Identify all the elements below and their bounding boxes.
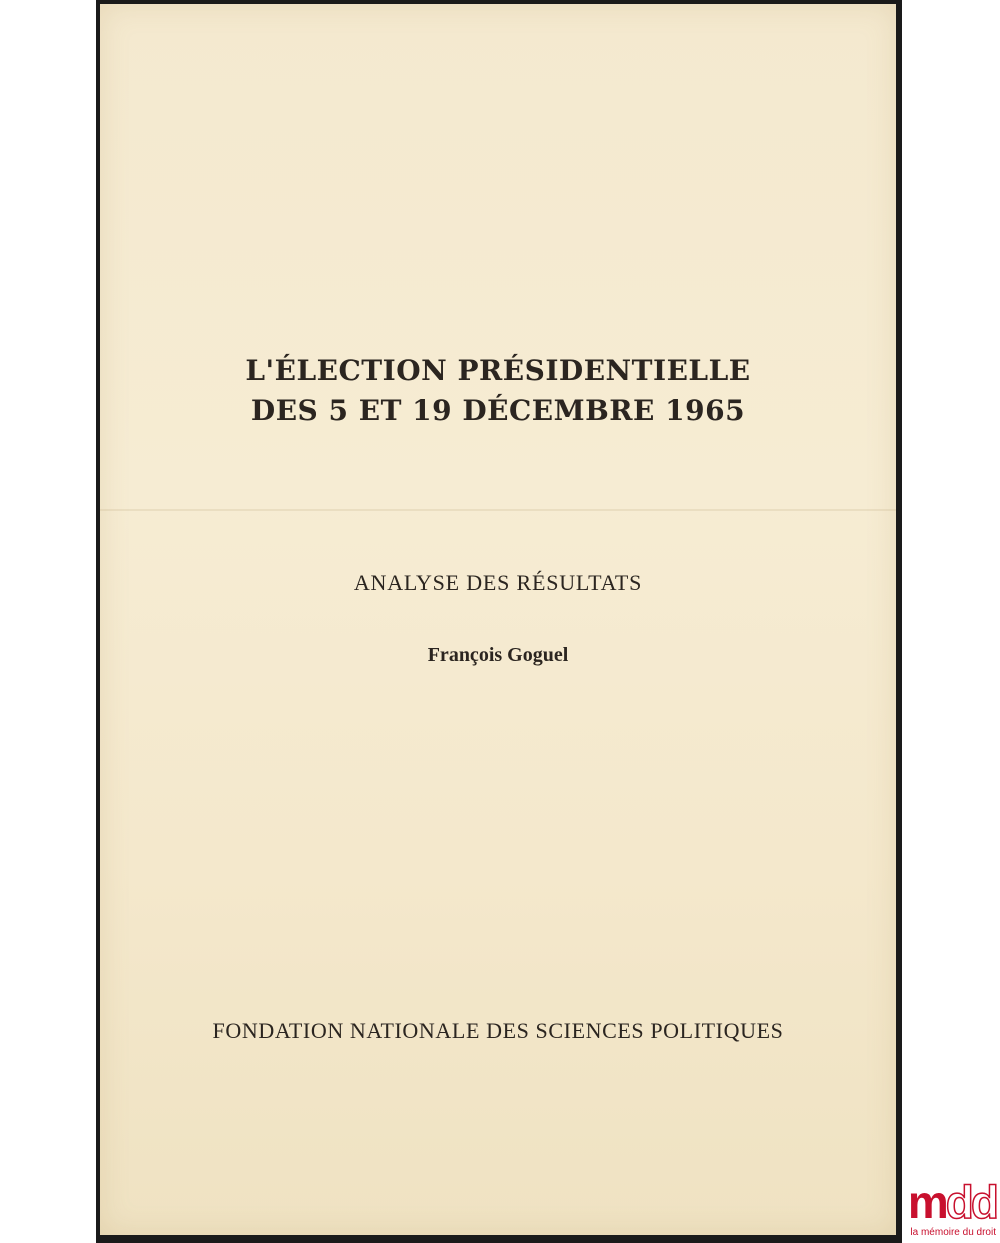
- author-name: François Goguel: [427, 644, 569, 666]
- book-cover: [100, 4, 896, 1235]
- title-line-1: L'ÉLECTION PRÉSIDENTIELLE: [245, 354, 751, 387]
- cover-fold-line: [100, 509, 896, 511]
- mdd-logo-icon: mdd: [907, 1176, 996, 1228]
- title-line-2: DES 5 ET 19 DÉCEMBRE 1965: [250, 394, 746, 427]
- watermark-logo: [892, 1177, 996, 1241]
- subtitle: ANALYSE DES RÉSULTATS: [353, 570, 643, 595]
- watermark-caption: la mémoire du droit: [910, 1227, 996, 1238]
- publisher-name: FONDATION NATIONALE DES SCIENCES POLITIQUES: [212, 1018, 784, 1043]
